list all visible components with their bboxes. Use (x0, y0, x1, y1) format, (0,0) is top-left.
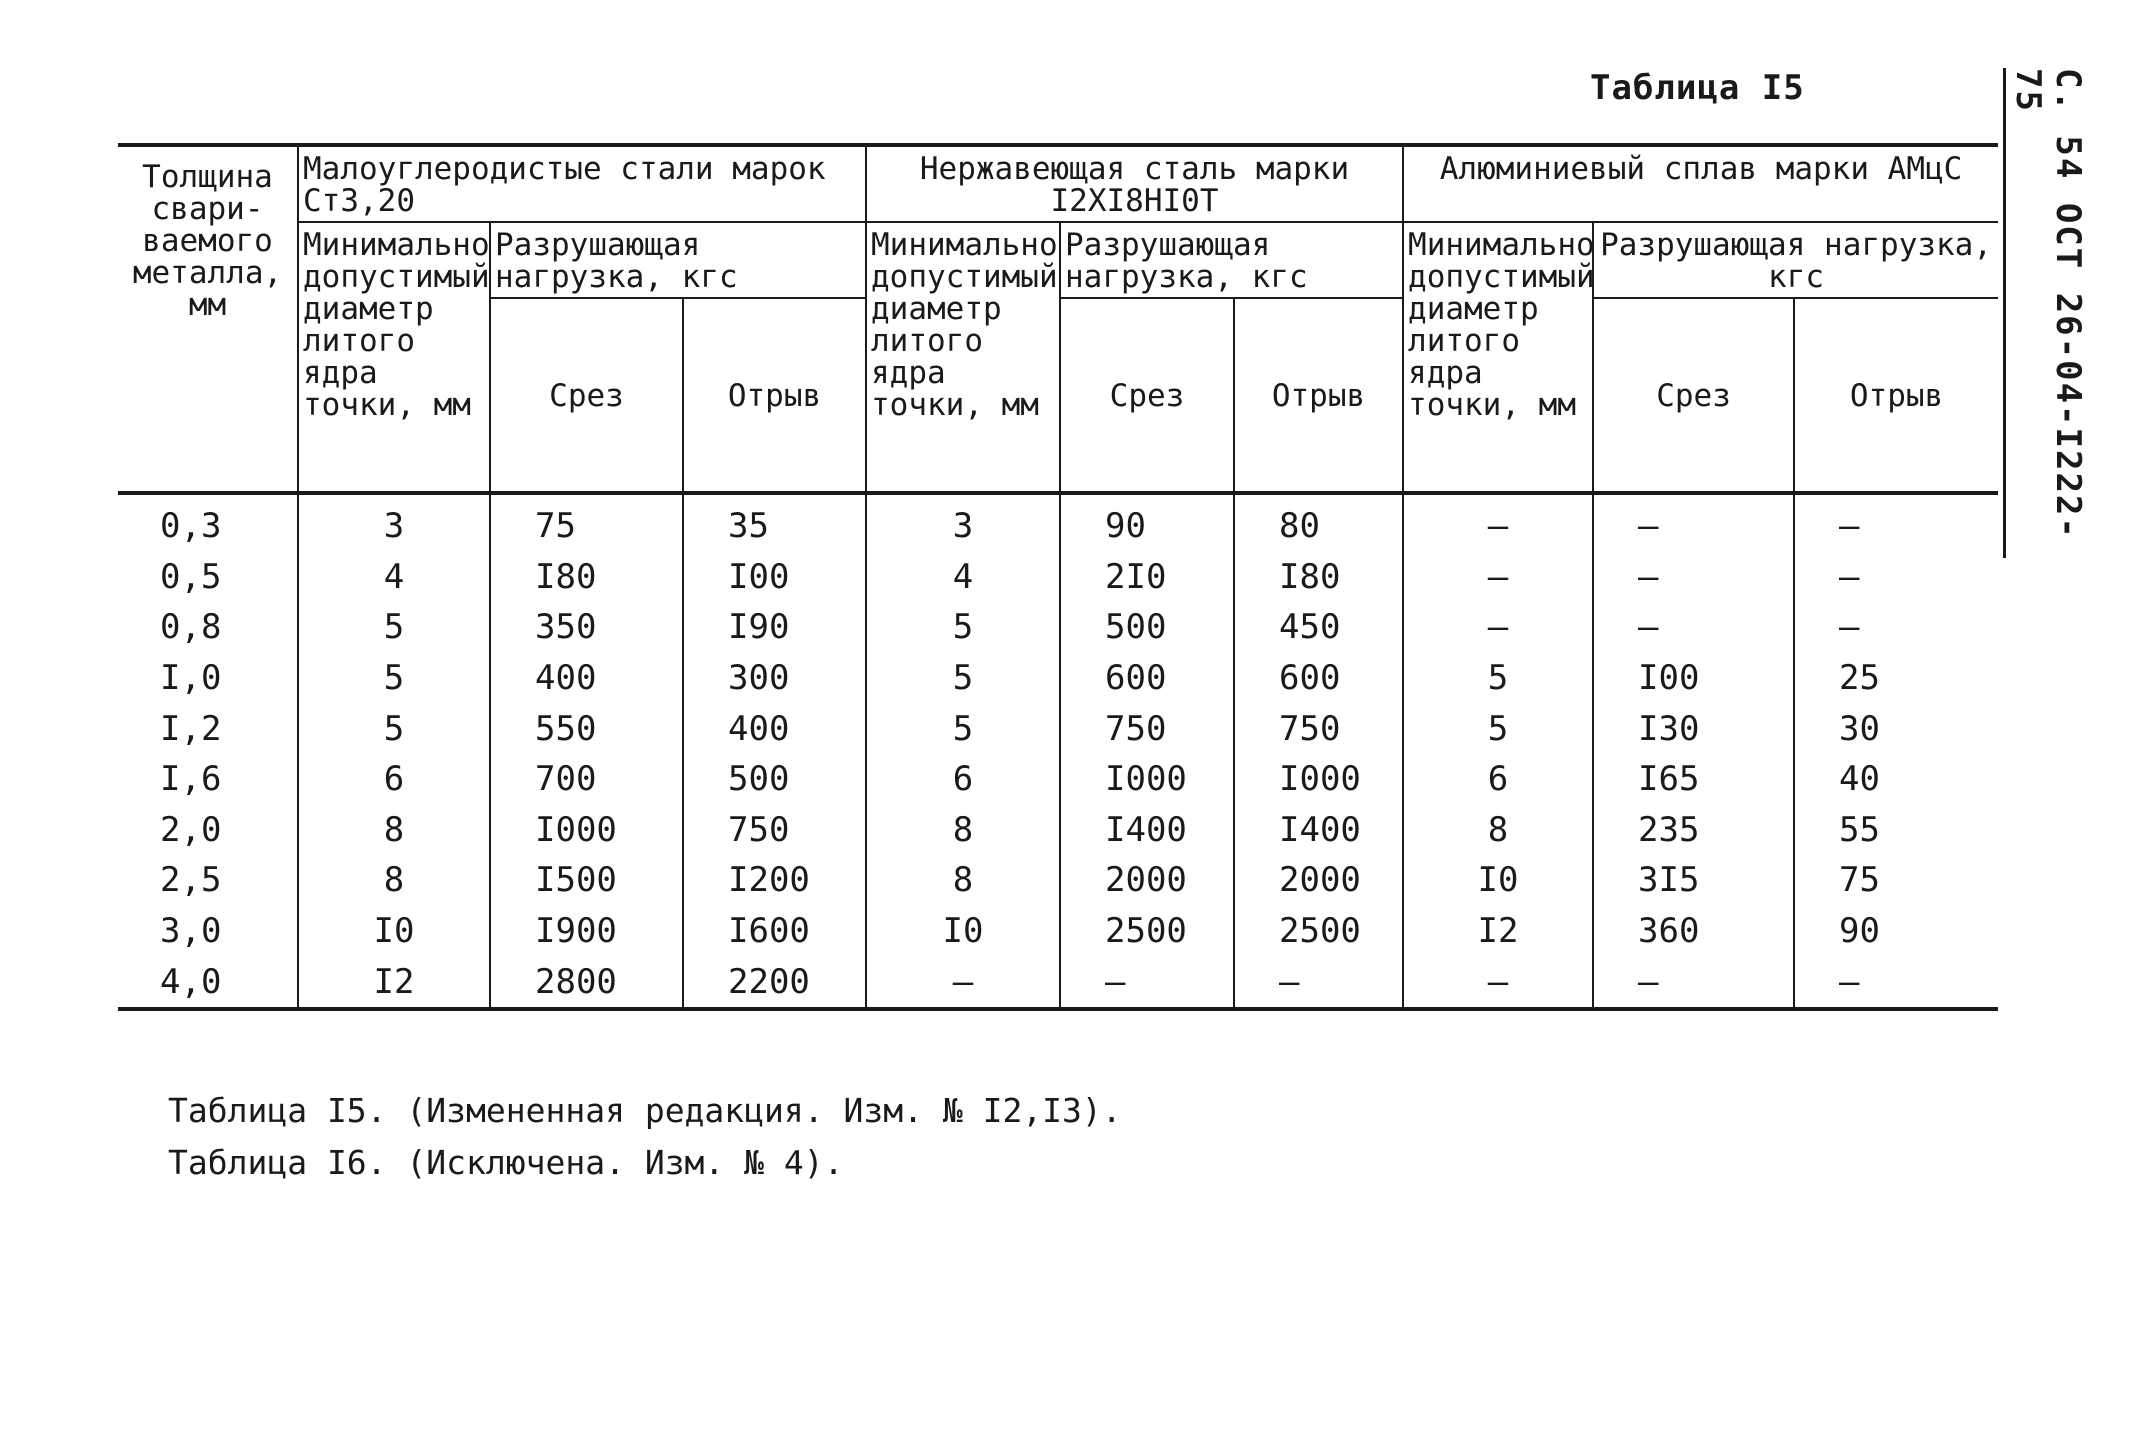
table-row (118, 602, 1998, 653)
cell-pull-carbon: I00 (683, 552, 866, 603)
cell-min-diameter-carbon: 4 (298, 552, 490, 603)
cell-min-diameter-aluminium: I0 (1403, 855, 1593, 906)
cell-shear-stainless: 90 (1060, 493, 1234, 552)
footnotes (168, 1085, 1122, 1189)
cell-thickness: 0,8 (160, 607, 222, 648)
cell-shear-stainless: 500 (1060, 602, 1234, 653)
cell-min-diameter-carbon: 5 (298, 703, 490, 754)
cell-thickness: I,6 (160, 759, 222, 800)
table-body (118, 493, 1998, 1009)
table-row (118, 855, 1998, 906)
cell-shear-stainless: 2000 (1060, 855, 1234, 906)
cell-pull-aluminium: 55 (1794, 805, 1998, 856)
table-row (118, 653, 1998, 704)
header-group-aluminium-alloy: Алюминиевый сплав марки АМцС (1403, 145, 1998, 222)
cell-shear-aluminium: – (1593, 602, 1794, 653)
table-row (118, 956, 1998, 1009)
cell-pull-carbon: 750 (683, 805, 866, 856)
cell-thickness: 0,3 (160, 506, 222, 547)
cell-min-diameter-stainless: – (866, 956, 1060, 1009)
cell-thickness: I,2 (160, 708, 222, 749)
cell-shear-carbon: I900 (490, 906, 683, 957)
table-row (118, 906, 1998, 957)
cell-min-diameter-stainless: 6 (866, 754, 1060, 805)
header-load-carbon: Разрушающая нагрузка, кгс (490, 222, 866, 298)
cell-shear-carbon: I80 (490, 552, 683, 603)
cell-shear-stainless: 2I0 (1060, 552, 1234, 603)
cell-pull-stainless: 2500 (1234, 906, 1403, 957)
cell-pull-carbon: I200 (683, 855, 866, 906)
cell-min-diameter-aluminium: 6 (1403, 754, 1593, 805)
cell-thickness: I,0 (160, 658, 222, 699)
header-min-diameter-stainless: Минимально допустимый диаметр литого ядра точки, мм (866, 222, 1060, 493)
cell-min-diameter-aluminium: 8 (1403, 805, 1593, 856)
cell-pull-carbon: 2200 (683, 956, 866, 1009)
header-pull-carbon: Отрыв (683, 298, 866, 493)
header-group-stainless-steel: Нержавеющая сталь марки I2XI8HI0T (866, 145, 1403, 222)
cell-min-diameter-carbon: 8 (298, 805, 490, 856)
cell-thickness: 4,0 (118, 956, 298, 1009)
cell-pull-carbon: 300 (683, 653, 866, 704)
cell-pull-aluminium: – (1794, 956, 1998, 1009)
cell-min-diameter-aluminium: I2 (1403, 906, 1593, 957)
cell-min-diameter-carbon: 3 (298, 493, 490, 552)
header-min-diameter-carbon: Минимально допустимый диаметр литого ядра точки, мм (298, 222, 490, 493)
cell-min-diameter-stainless: I0 (866, 906, 1060, 957)
cell-shear-aluminium: – (1593, 493, 1794, 552)
cell-pull-carbon: I90 (683, 602, 866, 653)
note-table-16: Таблица I6. (Исключена. Изм. № 4). (168, 1143, 844, 1182)
cell-min-diameter-stainless: 3 (866, 493, 1060, 552)
cell-pull-stainless: 2000 (1234, 855, 1403, 906)
cell-shear-aluminium: – (1593, 552, 1794, 603)
header-pull-aluminium: Отрыв (1794, 298, 1998, 493)
header-thickness: Толщина свари-ваемого металла, мм (118, 145, 298, 493)
cell-shear-stainless: 750 (1060, 703, 1234, 754)
cell-pull-aluminium: 75 (1794, 855, 1998, 906)
cell-pull-aluminium: 90 (1794, 906, 1998, 957)
header-pull-stainless: Отрыв (1234, 298, 1403, 493)
note-table-15: Таблица I5. (Измененная редакция. Изм. № I2,I3). (168, 1091, 1122, 1130)
cell-shear-aluminium: 3I5 (1593, 855, 1794, 906)
table-row (118, 493, 1998, 552)
header-shear-carbon: Срез (490, 298, 683, 493)
cell-pull-stainless: I400 (1234, 805, 1403, 856)
table-row (118, 754, 1998, 805)
header-group-carbon-steel: Малоуглеродистые стали марок Ст3,20 (298, 145, 866, 222)
cell-pull-carbon: 500 (683, 754, 866, 805)
cell-min-diameter-aluminium: 5 (1403, 653, 1593, 704)
cell-shear-carbon: 700 (490, 754, 683, 805)
cell-shear-carbon: I000 (490, 805, 683, 856)
cell-min-diameter-carbon: 5 (298, 602, 490, 653)
cell-min-diameter-aluminium: – (1403, 493, 1593, 552)
cell-shear-carbon: 75 (490, 493, 683, 552)
cell-min-diameter-stainless: 5 (866, 653, 1060, 704)
cell-pull-aluminium: – (1794, 493, 1998, 552)
cell-min-diameter-stainless: 5 (866, 703, 1060, 754)
cell-pull-aluminium: 25 (1794, 653, 1998, 704)
welding-data-table (118, 143, 1998, 1011)
cell-pull-carbon: 35 (683, 493, 866, 552)
cell-pull-stainless: I000 (1234, 754, 1403, 805)
cell-pull-carbon: 400 (683, 703, 866, 754)
cell-pull-aluminium: 40 (1794, 754, 1998, 805)
cell-shear-stainless: I000 (1060, 754, 1234, 805)
table-row (118, 703, 1998, 754)
cell-min-diameter-carbon: I2 (298, 956, 490, 1009)
cell-min-diameter-aluminium: 5 (1403, 703, 1593, 754)
cell-shear-carbon: 350 (490, 602, 683, 653)
cell-min-diameter-stainless: 5 (866, 602, 1060, 653)
cell-pull-stainless: 80 (1234, 493, 1403, 552)
cell-pull-aluminium: – (1794, 552, 1998, 603)
cell-shear-carbon: 550 (490, 703, 683, 754)
cell-shear-stainless: 600 (1060, 653, 1234, 704)
cell-min-diameter-stainless: 8 (866, 855, 1060, 906)
cell-pull-aluminium: – (1794, 602, 1998, 653)
cell-shear-aluminium: I00 (1593, 653, 1794, 704)
header-shear-stainless: Срез (1060, 298, 1234, 493)
cell-pull-stainless: 750 (1234, 703, 1403, 754)
header-load-aluminium: Разрушающая нагрузка, кгс (1593, 222, 1998, 298)
header-load-stainless: Разрушающая нагрузка, кгс (1060, 222, 1403, 298)
cell-shear-aluminium: 235 (1593, 805, 1794, 856)
table-label: Таблица I5 (1590, 68, 1805, 108)
cell-shear-stainless: I400 (1060, 805, 1234, 856)
document-code: С. 54 ОСТ 26-04-I222-75 (2003, 68, 2088, 558)
cell-min-diameter-stainless: 4 (866, 552, 1060, 603)
cell-thickness: 0,5 (160, 556, 222, 597)
cell-pull-aluminium: 30 (1794, 703, 1998, 754)
cell-thickness: 2,0 (160, 809, 222, 850)
cell-pull-stainless: 600 (1234, 653, 1403, 704)
cell-shear-stainless: – (1060, 956, 1234, 1009)
cell-pull-stainless: – (1234, 956, 1403, 1009)
cell-shear-stainless: 2500 (1060, 906, 1234, 957)
cell-shear-aluminium: I65 (1593, 754, 1794, 805)
cell-pull-stainless: I80 (1234, 552, 1403, 603)
cell-pull-stainless: 450 (1234, 602, 1403, 653)
cell-shear-carbon: 2800 (490, 956, 683, 1009)
header-min-diameter-aluminium: Минимально допустимый диаметр литого ядра точки, мм (1403, 222, 1593, 493)
cell-min-diameter-aluminium: – (1403, 956, 1593, 1009)
cell-shear-aluminium: 360 (1593, 906, 1794, 957)
header-shear-aluminium: Срез (1593, 298, 1794, 493)
table-row (118, 552, 1998, 603)
cell-min-diameter-carbon: I0 (298, 906, 490, 957)
cell-min-diameter-carbon: 6 (298, 754, 490, 805)
table-row (118, 805, 1998, 856)
cell-shear-carbon: 400 (490, 653, 683, 704)
cell-min-diameter-carbon: 8 (298, 855, 490, 906)
cell-thickness: 3,0 (160, 911, 222, 952)
cell-min-diameter-carbon: 5 (298, 653, 490, 704)
cell-pull-carbon: I600 (683, 906, 866, 957)
cell-shear-aluminium: I30 (1593, 703, 1794, 754)
cell-shear-carbon: I500 (490, 855, 683, 906)
cell-shear-aluminium: – (1593, 956, 1794, 1009)
cell-thickness: 2,5 (160, 860, 222, 901)
cell-min-diameter-aluminium: – (1403, 602, 1593, 653)
cell-min-diameter-stainless: 8 (866, 805, 1060, 856)
cell-min-diameter-aluminium: – (1403, 552, 1593, 603)
